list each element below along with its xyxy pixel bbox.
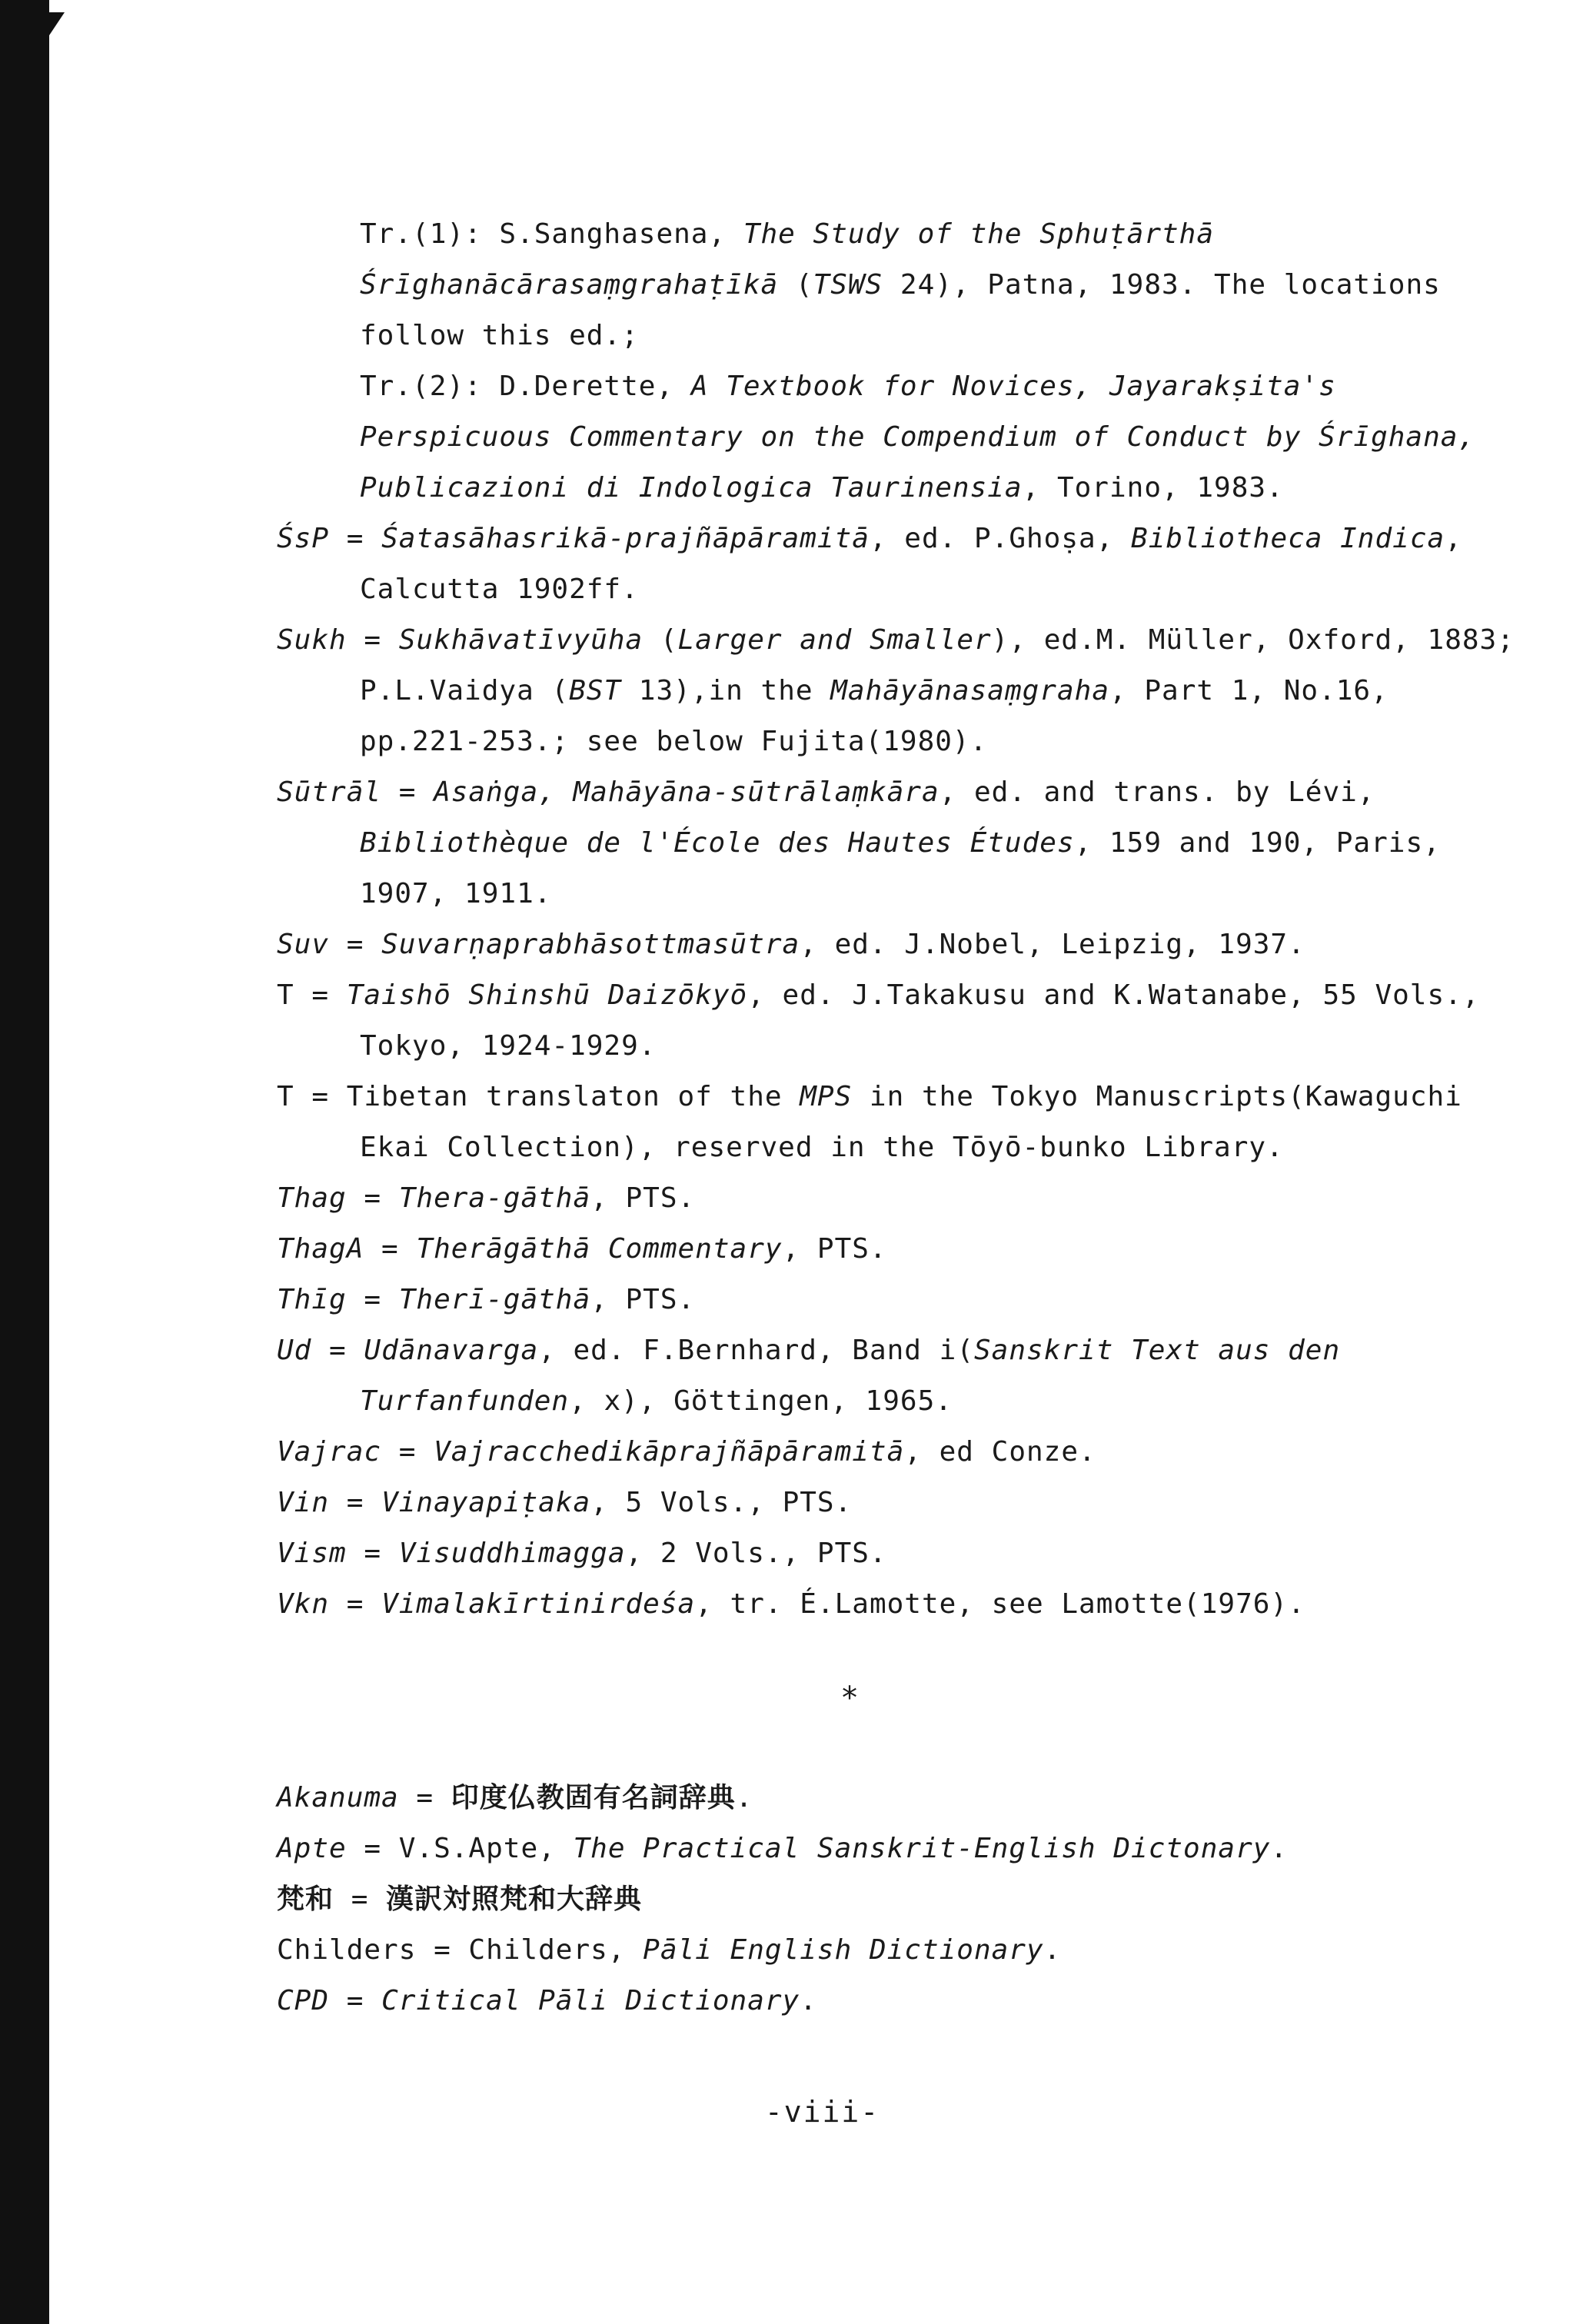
text: = [364, 1233, 417, 1265]
italic-text: Vajrac [277, 1436, 382, 1468]
text: = [311, 1335, 364, 1366]
text: 13),in the [621, 675, 831, 707]
italic-text: Udānavarga [364, 1335, 539, 1366]
italic-text: Suvarṇaprabhāsottmasūtra [381, 929, 800, 960]
italic-text: Vin [277, 1487, 330, 1518]
italic-text: Therāgāthā Commentary [416, 1233, 783, 1265]
abbreviation-entry [277, 970, 1522, 1072]
cjk-text: 漢訳対照梵和大辞典 [386, 1883, 643, 1915]
text: , 159 and 190, Paris, 1907, 1911. [360, 827, 1441, 909]
italic-text: CPD [277, 1985, 330, 2016]
italic-text: Thīg [277, 1284, 347, 1315]
italic-text: Sanskrit Text aus den Turfanfunden [360, 1335, 1341, 1417]
text: = [329, 1588, 382, 1620]
dictionary-entry [277, 1925, 1522, 1976]
italic-text: BST [569, 675, 622, 707]
text: . [735, 1782, 753, 1814]
text: ), ed.M. Müller, Oxford, 1883; P.L.Vaidya ( [360, 624, 1515, 707]
text: , ed. and trans. by Lévi, [939, 776, 1375, 808]
text: = [398, 1782, 451, 1814]
text: Tr.(2): D.Derette, [360, 371, 691, 402]
italic-text: Sukh [277, 624, 347, 656]
italic-text: Asaṅga, Mahāyāna-sūtrālaṃkāra [434, 776, 939, 808]
abbreviation-entry [277, 1478, 1522, 1528]
page-body [277, 209, 1522, 2026]
italic-text: Ud [277, 1335, 312, 1366]
text: , PTS. [590, 1182, 696, 1214]
text: , tr. É.Lamotte, see Lamotte(1976). [695, 1588, 1305, 1620]
italic-text: Vinayapiṭaka [381, 1487, 591, 1518]
italic-text: Vajracchedikāprajñāpāramitā [434, 1436, 905, 1468]
italic-text: Vimalakīrtinirdeśa [381, 1588, 696, 1620]
abbreviation-entry [277, 767, 1522, 919]
italic-text: Larger and Smaller [677, 624, 992, 656]
abbreviation-entry [277, 1325, 1522, 1427]
italic-text: Sūtrāl [277, 776, 382, 808]
italic-text: Apte [277, 1833, 347, 1864]
cjk-text: 印度仏教固有名詞辞典 [451, 1782, 736, 1814]
text: ( [778, 269, 813, 301]
text: = [329, 1985, 382, 2016]
text: , 5 Vols., PTS. [590, 1487, 853, 1518]
abbreviation-entry [277, 209, 1522, 361]
text: , x), Göttingen, 1965. [569, 1385, 953, 1417]
abbreviation-entry [277, 1224, 1522, 1275]
abbreviation-entry [277, 615, 1522, 767]
text: = [381, 776, 434, 808]
dictionary-list [277, 1773, 1522, 2026]
text: = [346, 1182, 399, 1214]
abbreviation-entry [277, 1427, 1522, 1478]
text: = [329, 1487, 382, 1518]
italic-text: Pāli English Dictionary [643, 1934, 1044, 1966]
abbreviation-entry [277, 1275, 1522, 1325]
italic-text: MPS [800, 1081, 853, 1112]
italic-text: Śatasāhasrikā-prajñāpāramitā [381, 523, 870, 554]
text: , PTS. [590, 1284, 696, 1315]
text: Tr.(1): S.Sanghasena, [360, 218, 743, 250]
text: , ed. J.Nobel, Leipzig, 1937. [800, 929, 1305, 960]
cjk-text: 梵和 [277, 1883, 334, 1915]
text: Childers = Childers, [277, 1934, 644, 1966]
text: 24), Patna, 1983. The locations follow this ed.; [360, 269, 1441, 351]
page-number: -viii- [764, 2095, 880, 2129]
text: ( [643, 624, 678, 656]
text: in the Tokyo Manuscripts(Kawaguchi Ekai Collection), reserved in the Tōyō-bunko Library. [360, 1081, 1462, 1163]
text: = [381, 1436, 434, 1468]
text: . [1043, 1934, 1062, 1966]
scan-edge [0, 0, 49, 2324]
text: , ed Conze. [904, 1436, 1096, 1468]
abbreviation-entry [277, 919, 1522, 970]
text: . [800, 1985, 817, 2016]
italic-text: The Study of the Sphuṭārthā Śrīghanācārasaṃgrahaṭīkā [360, 218, 1215, 301]
abbreviation-entry [277, 1579, 1522, 1630]
dictionary-entry [277, 1824, 1522, 1874]
italic-text: Vism [277, 1538, 347, 1569]
italic-text: Vkn [277, 1588, 330, 1620]
text: = [334, 1883, 387, 1915]
italic-text: Critical Pāli Dictionary [381, 1985, 800, 2016]
italic-text: The Practical Sanskrit-English Dictonary [573, 1833, 1271, 1864]
text: , Part 1, No.16, pp.221-253.; see below Fujita(1980). [360, 675, 1388, 757]
italic-text: Taishō Shinshū Daizōkyō [346, 979, 748, 1011]
text: = [329, 929, 382, 960]
abbreviation-entry [277, 361, 1522, 514]
abbreviation-entry [277, 1528, 1522, 1579]
italic-text: Mahāyānasaṃgraha [830, 675, 1109, 707]
text: . [1270, 1833, 1289, 1864]
text: , PTS. [782, 1233, 887, 1265]
abbreviation-entry [277, 1072, 1522, 1173]
italic-text: ŚsP [277, 523, 330, 554]
text: = V.S.Apte, [346, 1833, 574, 1864]
text: T = Tibetan translaton of the [277, 1081, 800, 1112]
italic-text: Bibliotheca Indica [1131, 523, 1445, 554]
abbreviation-entry [277, 1173, 1522, 1224]
text: = [346, 1538, 399, 1569]
italic-text: Akanuma [277, 1782, 399, 1814]
abbreviation-entry [277, 514, 1522, 615]
dictionary-entry [277, 1773, 1522, 1824]
italic-text: TSWS [813, 269, 883, 301]
italic-text: Thera-gāthā [398, 1182, 591, 1214]
italic-text: ThagA [277, 1233, 364, 1265]
italic-text: Bibliothèque de l'École des Hautes Études [360, 827, 1075, 859]
abbreviation-list [277, 209, 1522, 1630]
text: , ed. J.Takakusu and K.Watanabe, 55 Vols., Tokyo, 1924-1929. [360, 979, 1480, 1062]
text: , ed. F.Bernhard, Band i( [538, 1335, 974, 1366]
italic-text: Sukhāvatīvyūha [398, 624, 644, 656]
italic-text: Thag [277, 1182, 347, 1214]
text: = [346, 1284, 399, 1315]
text: , 2 Vols., PTS. [625, 1538, 887, 1569]
text: T = [277, 979, 347, 1011]
text: , Calcutta 1902ff. [360, 523, 1462, 605]
dictionary-entry [277, 1874, 1522, 1925]
text: = [329, 523, 382, 554]
text: , ed. P.Ghoṣa, [869, 523, 1132, 554]
italic-text: A Textbook for Novices, Jayarakṣita's Perspicuous Commentary on the Compendium of Conduct by Śrīghana, Publicazioni di Indologica Taurinensia [360, 371, 1476, 504]
text: = [346, 624, 399, 656]
italic-text: Suv [277, 929, 330, 960]
dictionary-entry [277, 1976, 1522, 2026]
scan-notch [49, 12, 65, 35]
section-separator: * [840, 1681, 860, 1716]
italic-text: Therī-gāthā [398, 1284, 591, 1315]
italic-text: Visuddhimagga [398, 1538, 626, 1569]
text: , Torino, 1983. [1022, 472, 1284, 504]
